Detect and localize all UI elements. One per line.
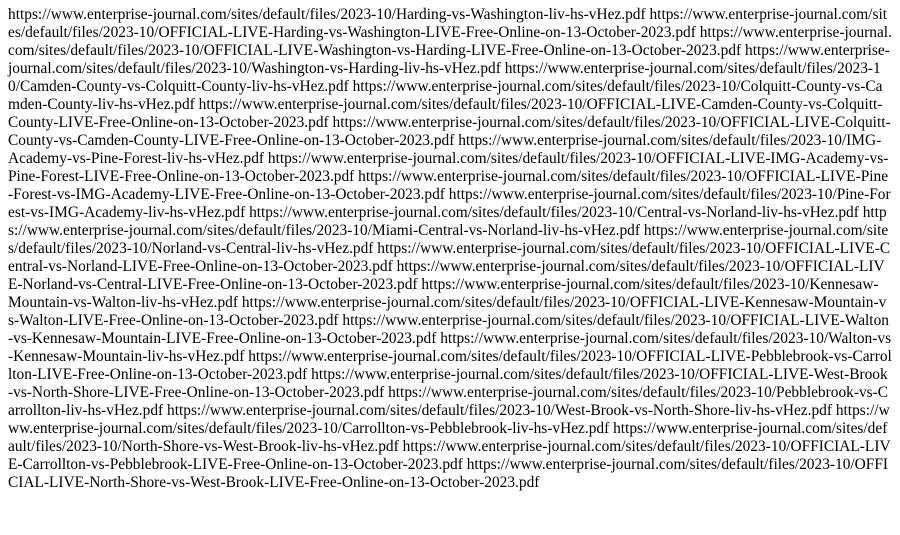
url-text: https://www.enterprise-journal.com/sites/default/files/2023-10/OFFICIAL-LIVE-Camden-County-vs-Colquitt-County-LIVE-Free-Online-on-13-October-2023.pdf [8,96,883,131]
url-text: https://www.enterprise-journal.com/sites/default/files/2023-10/Kennesaw-Mountain-vs-Walton-liv-hs-vHez.pdf [8,276,879,311]
url-text: https://www.enterprise-journal.com/sites/default/files/2023-10/North-Shore-vs-West-Brook-liv-hs-vHez.pdf [8,420,888,455]
url-text: https://www.enterprise-journal.com/sites/default/files/2023-10/OFFICIAL-LIVE-Carrollton-vs-Pebblebrook-LIVE-Free-Online-on-13-October-2023.pdf [8,438,891,473]
url-text: https://www.enterprise-journal.com/sites/default/files/2023-10/Camden-County-vs-Colquitt-County-liv-hs-vHez.pdf [8,60,881,95]
url-text: https://www.enterprise-journal.com/sites/default/files/2023-10/Carrollton-vs-Pebblebrook-liv-hs-vHez.pdf [8,402,890,437]
url-text: https://www.enterprise-journal.com/sites/default/files/2023-10/OFFICIAL-LIVE-Central-vs-Norland-LIVE-Free-Online-on-13-October-2023.pdf [8,240,891,275]
url-text: https://www.enterprise-journal.com/sites/default/files/2023-10/Harding-vs-Washington-liv-hs-vHez.pdf [8,6,646,23]
url-text-block [8,6,892,492]
url-text: https://www.enterprise-journal.com/sites/default/files/2023-10/Miami-Central-vs-Norland-liv-hs-vHez.pdf [8,204,887,239]
url-text: https://www.enterprise-journal.com/sites/default/files/2023-10/OFFICIAL-LIVE-West-Brook-vs-North-Shore-LIVE-Free-Online-on-13-October-2023.pdf [8,366,888,401]
url-text: https://www.enterprise-journal.com/sites/default/files/2023-10/OFFICIAL-LIVE-Pebblebrook-vs-Carrollton-LIVE-Free-Online-on-13-October-2023.pdf [8,348,892,383]
url-text: https://www.enterprise-journal.com/sites/default/files/2023-10/OFFICIAL-LIVE-Pine-Forest-vs-IMG-Academy-LIVE-Free-Online-on-13-October-2023.pdf [8,168,889,203]
url-text: https://www.enterprise-journal.com/sites/default/files/2023-10/OFFICIAL-LIVE-Colquitt-County-vs-Camden-County-LIVE-Free-Online-on-13-October-2023.pdf [8,114,891,149]
url-text: https://www.enterprise-journal.com/sites/default/files/2023-10/Pebblebrook-vs-Carrollton-liv-hs-vHez.pdf [8,384,889,419]
url-text: https://www.enterprise-journal.com/sites/default/files/2023-10/Norland-vs-Central-liv-hs-vHez.pdf [8,222,889,257]
url-text: https://www.enterprise-journal.com/sites/default/files/2023-10/OFFICIAL-LIVE-Kennesaw-Mountain-vs-Walton-LIVE-Free-Online-on-13-October-2023.pdf [8,294,887,329]
url-text: https://www.enterprise-journal.com/sites/default/files/2023-10/OFFICIAL-LIVE-Walton-vs-Kennesaw-Mountain-LIVE-Free-Online-on-13-October-2023.pdf [8,312,889,347]
url-text: https://www.enterprise-journal.com/sites/default/files/2023-10/OFFICIAL-LIVE-North-Shore-vs-West-Brook-LIVE-Free-Online-on-13-October-2023.pdf [8,456,889,491]
url-text: https://www.enterprise-journal.com/sites/default/files/2023-10/Central-vs-Norland-liv-hs-vHez.pdf [249,204,859,221]
url-text: https://www.enterprise-journal.com/sites/default/files/2023-10/Colquitt-County-vs-Camden-County-liv-hs-vHez.pdf [8,78,883,113]
url-text: https://www.enterprise-journal.com/sites/default/files/2023-10/IMG-Academy-vs-Pine-Forest-liv-hs-vHez.pdf [8,132,882,167]
url-text: https://www.enterprise-journal.com/sites/default/files/2023-10/Washington-vs-Harding-liv-hs-vHez.pdf [8,42,890,77]
url-text: https://www.enterprise-journal.com/sites/default/files/2023-10/Pine-Forest-vs-IMG-Academy-liv-hs-vHez.pdf [8,186,891,221]
url-text: https://www.enterprise-journal.com/sites/default/files/2023-10/West-Brook-vs-North-Shore-liv-hs-vHez.pdf [167,402,832,419]
url-text: https://www.enterprise-journal.com/sites/default/files/2023-10/Walton-vs-Kennesaw-Mountain-liv-hs-vHez.pdf [8,330,892,365]
url-text: https://www.enterprise-journal.com/sites/default/files/2023-10/OFFICIAL-LIVE-Norland-vs-Central-LIVE-Free-Online-on-13-October-2023.pdf [8,258,885,293]
url-text: https://www.enterprise-journal.com/sites/default/files/2023-10/OFFICIAL-LIVE-Washington-vs-Harding-LIVE-Free-Online-on-13-October-2023.pdf [8,24,892,59]
url-text: https://www.enterprise-journal.com/sites/default/files/2023-10/OFFICIAL-LIVE-IMG-Academy-vs-Pine-Forest-LIVE-Free-Online-on-13-October-2023.pdf [8,150,889,185]
url-text: https://www.enterprise-journal.com/sites/default/files/2023-10/OFFICIAL-LIVE-Harding-vs-Washington-LIVE-Free-Online-on-13-October-2023.pdf [8,6,887,41]
